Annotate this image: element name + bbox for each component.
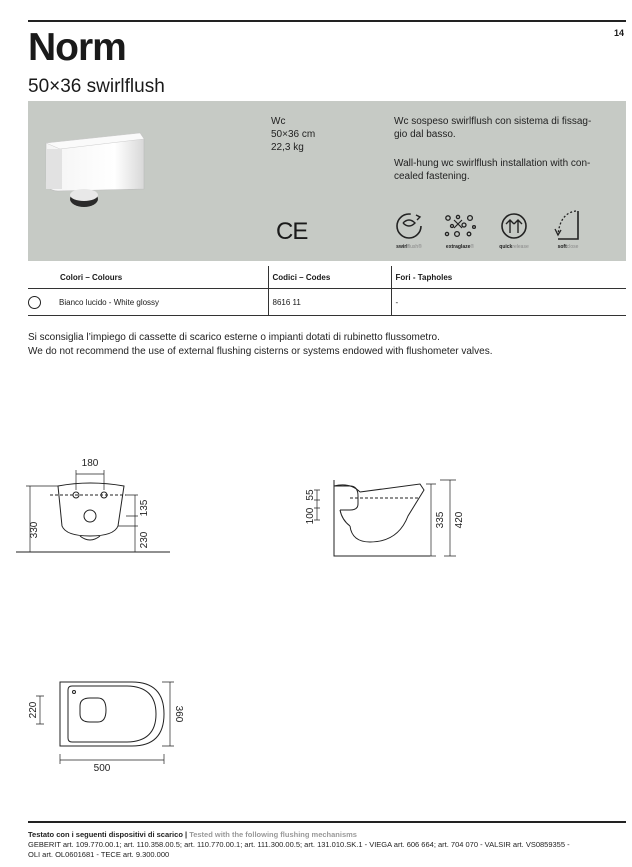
description-en-line-2: cealed fastening. xyxy=(394,171,470,182)
feature-label-swirlflush: swirlflush® xyxy=(396,244,422,250)
dim-230: 230 xyxy=(139,531,150,549)
footer-line-2: OLI art. OL0601681 - TECE art. 9.300.000 xyxy=(28,850,170,859)
feature-label-softclose: softclose xyxy=(557,244,579,250)
footer-label-italian: Testato con i seguenti dispositivi di scarico xyxy=(28,830,183,839)
product-size: 50×36 cm xyxy=(271,129,316,140)
dim-55: 55 xyxy=(305,489,316,501)
footer-line-1: GEBERIT art. 109.770.00.1; art. 110.358.00.5; art. 110.770.00.1; art. 111.300.00.5; art. 131.010.SK.1 - VIEGA art. 606 664; art. 704 070 - VALSIR art. VS0859355 - xyxy=(28,840,570,849)
colour-cell xyxy=(28,289,268,316)
table-row xyxy=(28,289,626,316)
code-cell: 8616 11 xyxy=(268,289,391,316)
ce-mark: CE xyxy=(276,218,308,245)
header-colours: Colori – Colours xyxy=(28,266,268,289)
footer-flush-mechanisms xyxy=(28,830,618,860)
table-header-row xyxy=(28,266,626,289)
dim-420: 420 xyxy=(454,511,465,529)
dim-180: 180 xyxy=(81,458,99,469)
product-title: Norm xyxy=(28,26,126,69)
footer-heading xyxy=(28,830,618,840)
note-english: We do not recommend the use of external flushing cisterns or systems endowed with flushometer valves. xyxy=(28,346,493,357)
quick-release-icon xyxy=(499,211,529,241)
colour-name: Bianco lucido - White glossy xyxy=(59,297,160,307)
colour-codes-table xyxy=(28,266,626,316)
product-band xyxy=(28,101,626,261)
page-number: 14 xyxy=(613,28,624,38)
dim-335: 335 xyxy=(435,511,446,529)
footer-separator: | xyxy=(182,830,190,839)
description-it-line-1: Wc sospeso swirlflush con sistema di fissag- xyxy=(394,116,592,127)
dim-135: 135 xyxy=(139,499,150,517)
plan-view-drawing xyxy=(22,670,182,778)
soft-close-icon xyxy=(552,209,584,241)
colour-swatch xyxy=(28,296,41,309)
product-type: Wc xyxy=(271,116,286,127)
header-codes: Codici – Codes xyxy=(268,266,391,289)
description-it-line-2: gio dal basso. xyxy=(394,129,456,140)
front-view-drawing xyxy=(14,450,174,560)
feature-label-extraglaze: extraglaze® xyxy=(445,244,475,250)
description-italian xyxy=(394,115,616,141)
footer-label-english: Tested with the following flushing mechanisms xyxy=(189,830,357,839)
product-subtitle: 50×36 swirlflush xyxy=(28,76,165,97)
tapholes-cell: - xyxy=(391,289,626,316)
description-en-line-1: Wall-hung wc swirlflush installation with con- xyxy=(394,158,591,169)
dim-100: 100 xyxy=(305,507,316,525)
side-view-drawing xyxy=(300,476,470,560)
description-english xyxy=(394,157,616,183)
dim-330: 330 xyxy=(29,521,40,539)
swirlflush-icon xyxy=(394,211,424,241)
product-photo xyxy=(40,129,152,219)
dim-500: 500 xyxy=(93,763,111,774)
dim-360: 360 xyxy=(173,705,184,723)
footer-rule xyxy=(28,821,626,823)
top-rule xyxy=(28,20,626,22)
feature-label-quickrelease: quickrelease xyxy=(499,244,529,250)
extraglaze-icon xyxy=(443,213,477,239)
installation-note xyxy=(28,331,492,359)
note-italian: Si sconsiglia l’impiego di cassette di scarico esterne o impianti dotati di rubinetto flussometro. xyxy=(28,332,440,343)
header-tapholes: Fori - Tapholes xyxy=(391,266,626,289)
dim-220: 220 xyxy=(28,701,39,719)
product-weight: 22,3 kg xyxy=(271,142,304,153)
